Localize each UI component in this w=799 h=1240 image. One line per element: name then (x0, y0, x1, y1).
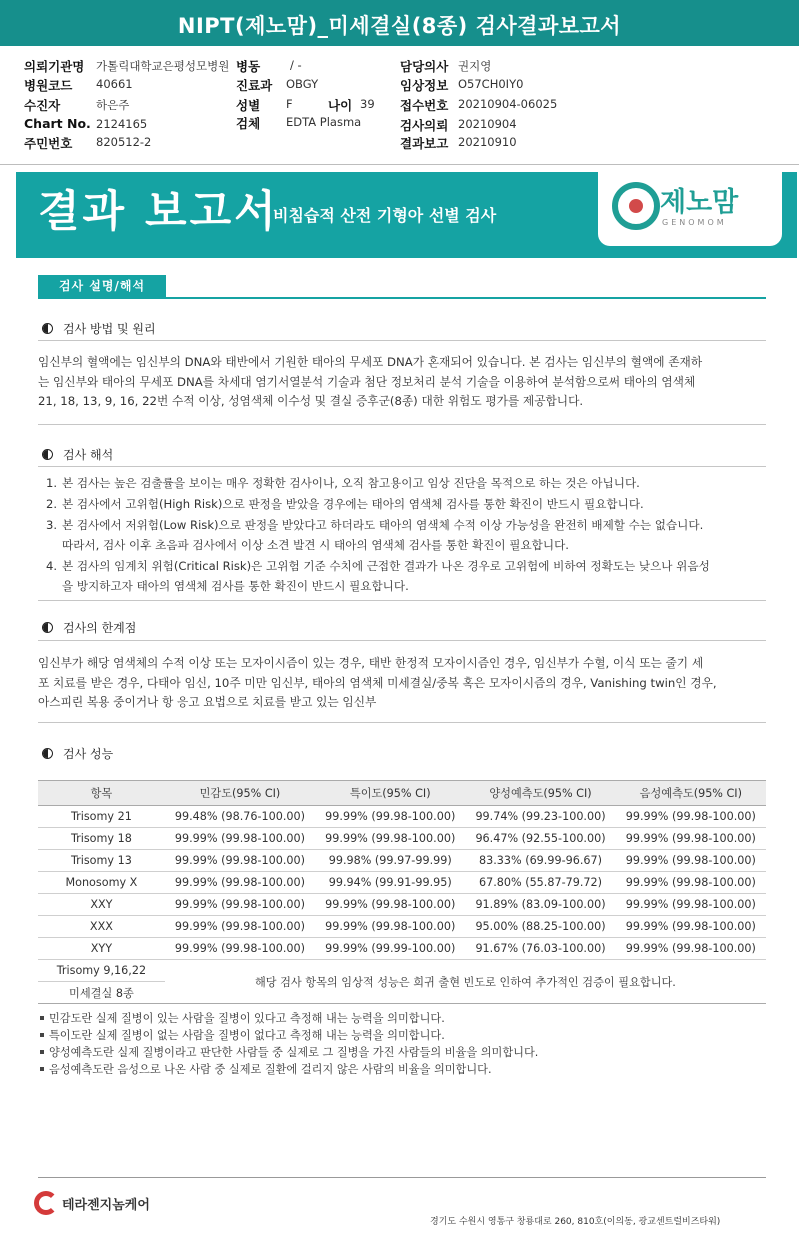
doctor-label: 담당의사 (400, 59, 449, 74)
definition-note: 민감도란 실제 질병이 있는 사람을 질병이 있다고 측정해 내는 능력을 의미합니다. (40, 1010, 445, 1026)
table-cell: 91.67% (76.03-100.00) (465, 938, 615, 960)
table-cell: 99.74% (99.23-100.00) (465, 806, 615, 828)
specimen-value: EDTA Plasma (286, 115, 362, 129)
table-header-row (38, 781, 766, 806)
sex-label: 성별 (236, 98, 261, 113)
table-cell: 99.99% (99.98-100.00) (165, 850, 315, 872)
report-date-value: 20210910 (458, 135, 517, 149)
table-row (38, 806, 766, 828)
table-row (38, 916, 766, 938)
table-row (38, 894, 766, 916)
table-cell: 83.33% (69.99-96.67) (465, 850, 615, 872)
footer-brand: 테라젠지놈케어 (62, 1197, 150, 1213)
report-banner (16, 172, 797, 258)
age-value: 39 (360, 97, 375, 111)
divider (38, 640, 766, 641)
divider (38, 722, 766, 723)
table-cell: 99.99% (99.98-100.00) (315, 806, 465, 828)
table-cell: 99.99% (99.98-100.00) (165, 938, 315, 960)
table-cell: Trisomy 18 (38, 828, 165, 850)
extra-note: 해당 검사 항목의 임상적 성능은 희귀 출현 빈도로 인하여 추가적인 검증이 필요합니다. (165, 960, 766, 1004)
theragen-logo-icon (34, 1191, 58, 1215)
examinee-label: 수진자 (24, 98, 61, 113)
divider (38, 600, 766, 601)
ward-value: / - (290, 58, 302, 72)
footer-address: 경기도 수원시 영통구 창룡대로 260, 810호(이의동, 광교센트럴비즈타워) (430, 1217, 721, 1227)
performance-table (38, 780, 766, 1004)
table-cell: 91.89% (83.09-100.00) (465, 894, 615, 916)
clinical-info-label: 임상정보 (400, 78, 449, 93)
table-cell: 99.99% (99.98-100.00) (165, 828, 315, 850)
examinee-value: 하은주 (96, 98, 130, 112)
receipt-no-value: 20210904-06025 (458, 97, 558, 111)
column-header: 특이도(95% CI) (315, 781, 465, 806)
footer-divider (38, 1177, 766, 1178)
method-heading: 검사 방법 및 원리 (42, 320, 156, 337)
table-cell: 99.99% (99.98-100.00) (616, 872, 766, 894)
specimen-label: 검체 (236, 116, 261, 131)
table-cell: 미세결실 8종 (38, 982, 165, 1004)
patient-info-block (0, 46, 799, 165)
table-row (38, 872, 766, 894)
table-cell: 99.99% (99.99-100.00) (315, 938, 465, 960)
table-cell: 67.80% (55.87-79.72) (465, 872, 615, 894)
table-cell: 99.99% (99.98-100.00) (165, 872, 315, 894)
half-circle-icon (42, 748, 53, 759)
table-cell: 99.99% (99.98-100.00) (165, 894, 315, 916)
department-label: 진료과 (236, 78, 273, 93)
chart-no-value: 2124165 (96, 117, 148, 131)
limitations-text: 임신부가 해당 염색체의 수적 이상 또는 모자이시즘이 있는 경우, 태반 한정적 모자이시즘인 경우, 임신부가 수혈, 이식 또는 줄기 세 포 치료를 받은 경우, 다태아 임신, 10주 미만 임신부, 태아의 염색체 미세결실/중복 혹은 모자이시즘의 경우, Vanishing twin인 경우, 아스피린 복용 중이거나 항 응고 요법으로 치료를 받고 있는 임신부 (38, 656, 717, 709)
table-cell: Trisomy 9,16,22 (38, 960, 165, 982)
table-row (38, 938, 766, 960)
report-title: NIPT(제노맘)_미세결실(8종) 검사결과보고서 (0, 0, 799, 46)
id-value: 820512-2 (96, 135, 152, 149)
definition-note: 특이도란 실제 질병이 없는 사람을 질병이 없다고 측정해 내는 능력을 의미합니다. (40, 1027, 445, 1043)
table-cell: 99.48% (98.76-100.00) (165, 806, 315, 828)
institution-label: 의뢰기관명 (24, 59, 85, 74)
table-cell: 99.99% (99.98-100.00) (315, 916, 465, 938)
hospital-code-label: 병원코드 (24, 78, 73, 93)
column-header: 항목 (38, 781, 165, 806)
logo-subtext: GENOMOM (662, 218, 727, 227)
clinical-info-value: O57CH0IY0 (458, 77, 524, 91)
hospital-code-value: 40661 (96, 77, 133, 91)
table-cell: 99.99% (99.98-100.00) (616, 938, 766, 960)
definition-note: 양성예측도란 실제 질병이라고 판단한 사람들 중 실제로 그 질병을 가진 사람들의 비율을 의미합니다. (40, 1044, 538, 1060)
table-cell: Monosomy X (38, 872, 165, 894)
half-circle-icon (42, 622, 53, 633)
sex-value: F (286, 97, 293, 111)
definition-note: 음성예측도란 음성으로 나온 사람 중 실제로 질환에 걸리지 않은 사람의 비율을 의미합니다. (40, 1061, 492, 1077)
table-cell: 95.00% (88.25-100.00) (465, 916, 615, 938)
table-cell: Trisomy 21 (38, 806, 165, 828)
column-header: 음성예측도(95% CI) (616, 781, 766, 806)
half-circle-icon (42, 323, 53, 334)
report-date-label: 결과보고 (400, 136, 449, 151)
logo-text: 제노맘 (660, 187, 739, 218)
table-row (38, 850, 766, 872)
banner-subtitle: 비침습적 산전 기형아 선별 검사 (273, 206, 497, 225)
method-text: 임신부의 혈액에는 임신부의 DNA와 태반에서 기원한 태아의 무세포 DNA가 혼재되어 있습니다. 본 검사는 임신부의 혈액에 존재하 는 임신부와 태아의 무세포 DNA를 차세대 염기서열분석 기술과 첨단 정보처리 분석 기술을 이용하여 분석함으로써 태아의 염색체 21, 18, 13, 9, 16, 22번 수적 이상, 성염색체 이수성 및 결실 증후군(8종) 대한 위험도 평가를 제공합니다. (38, 355, 703, 408)
institution-value: 가톨릭대학교은평성모병원 (96, 59, 230, 73)
genomom-logo (598, 172, 782, 246)
doctor-value: 권지영 (458, 59, 492, 73)
divider (38, 340, 766, 341)
department-value: OBGY (286, 77, 319, 91)
table-cell: XYY (38, 938, 165, 960)
receipt-no-label: 접수번호 (400, 98, 449, 113)
column-header: 민감도(95% CI) (165, 781, 315, 806)
table-cell: 99.99% (99.98-100.00) (165, 916, 315, 938)
table-cell: 99.99% (99.98-100.00) (616, 806, 766, 828)
request-date-label: 검사의뢰 (400, 118, 449, 133)
table-cell: Trisomy 13 (38, 850, 165, 872)
request-date-value: 20210904 (458, 117, 517, 131)
section-header: 검사 설명/해석 (38, 275, 166, 297)
chart-no-label: Chart No. (24, 116, 91, 131)
performance-heading: 검사 성능 (42, 745, 113, 762)
table-cell: 96.47% (92.55-100.00) (465, 828, 615, 850)
table-cell: 99.99% (99.98-100.00) (315, 828, 465, 850)
ward-label: 병동 (236, 59, 261, 74)
limitations-heading: 검사의 한계점 (42, 619, 136, 636)
table-row (38, 828, 766, 850)
divider (38, 466, 766, 467)
footer-logo (34, 1191, 150, 1215)
table-cell: 99.99% (99.98-100.00) (616, 916, 766, 938)
divider (38, 424, 766, 425)
section-divider (38, 297, 766, 299)
age-label: 나이 (328, 98, 353, 113)
table-cell: 99.99% (99.98-100.00) (616, 894, 766, 916)
half-circle-icon (42, 449, 53, 460)
column-header: 양성예측도(95% CI) (465, 781, 615, 806)
table-cell: 99.99% (99.98-100.00) (315, 894, 465, 916)
table-cell: 99.98% (99.97-99.99) (315, 850, 465, 872)
genomom-logo-icon (612, 182, 660, 230)
id-label: 주민번호 (24, 136, 73, 151)
banner-title: 결과 보고서 (38, 187, 279, 237)
table-cell: 99.94% (99.91-99.95) (315, 872, 465, 894)
interpretation-heading: 검사 해석 (42, 446, 113, 463)
table-cell: 99.99% (99.98-100.00) (616, 850, 766, 872)
table-cell: XXY (38, 894, 165, 916)
table-cell: XXX (38, 916, 165, 938)
table-row (38, 960, 766, 982)
table-cell: 99.99% (99.98-100.00) (616, 828, 766, 850)
